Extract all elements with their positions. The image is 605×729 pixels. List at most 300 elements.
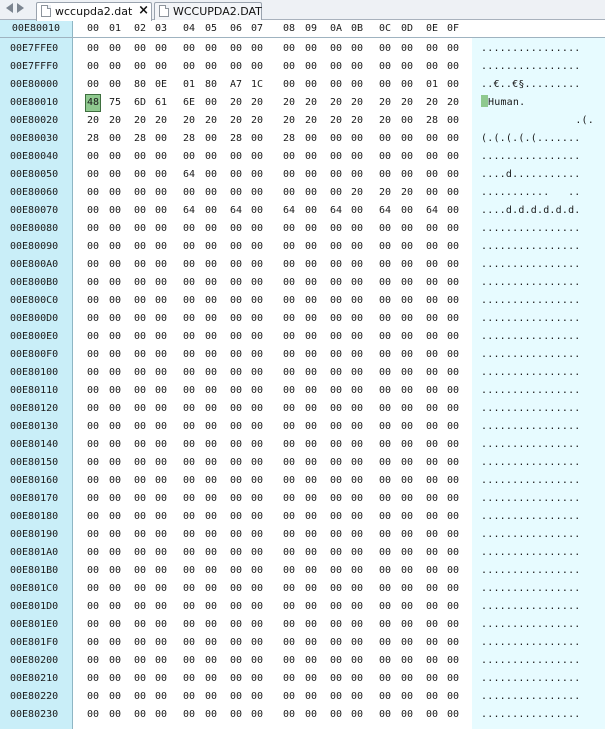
hex-byte[interactable]: 00 xyxy=(305,331,318,342)
hex-byte[interactable]: 00 xyxy=(155,673,168,684)
hex-byte[interactable]: 00 xyxy=(330,277,343,288)
hex-byte[interactable]: 00 xyxy=(305,187,318,198)
hex-byte[interactable]: 00 xyxy=(134,205,147,216)
hex-byte[interactable]: 1C xyxy=(251,79,264,90)
hex-byte[interactable]: 00 xyxy=(447,385,460,396)
hex-byte[interactable]: 00 xyxy=(305,709,318,720)
hex-byte[interactable]: 00 xyxy=(330,565,343,576)
hex-byte[interactable]: 00 xyxy=(230,421,243,432)
hex-byte[interactable]: 00 xyxy=(447,511,460,522)
hex-byte[interactable]: 00 xyxy=(109,565,122,576)
hex-byte[interactable]: 00 xyxy=(205,403,218,414)
hex-byte[interactable]: 00 xyxy=(447,547,460,558)
text-row[interactable]: ................ xyxy=(481,331,581,342)
hex-byte[interactable]: 00 xyxy=(330,349,343,360)
hex-byte[interactable]: 00 xyxy=(426,61,439,72)
text-row[interactable]: ................ xyxy=(481,601,581,612)
hex-byte[interactable]: 00 xyxy=(330,385,343,396)
hex-byte[interactable]: 00 xyxy=(426,619,439,630)
hex-byte[interactable]: 00 xyxy=(205,709,218,720)
hex-byte[interactable]: 00 xyxy=(351,655,364,666)
hex-byte[interactable]: 00 xyxy=(426,133,439,144)
text-row[interactable]: ................ xyxy=(481,313,581,324)
hex-byte[interactable]: 00 xyxy=(230,439,243,450)
hex-byte[interactable]: 00 xyxy=(109,511,122,522)
hex-byte[interactable]: 00 xyxy=(109,547,122,558)
text-row[interactable]: ................ xyxy=(481,493,581,504)
hex-byte[interactable]: 00 xyxy=(205,619,218,630)
hex-byte[interactable]: 00 xyxy=(87,43,100,54)
hex-byte[interactable]: 00 xyxy=(183,385,196,396)
hex-byte[interactable]: 00 xyxy=(330,601,343,612)
hex-byte[interactable]: 00 xyxy=(205,673,218,684)
hex-byte[interactable]: 00 xyxy=(109,637,122,648)
hex-byte[interactable]: 00 xyxy=(205,133,218,144)
hex-byte[interactable]: 00 xyxy=(426,349,439,360)
hex-byte[interactable]: 20 xyxy=(205,115,218,126)
hex-byte[interactable]: 00 xyxy=(183,421,196,432)
hex-byte[interactable]: 00 xyxy=(283,61,296,72)
hex-byte[interactable]: 00 xyxy=(205,331,218,342)
hex-byte[interactable]: 00 xyxy=(230,565,243,576)
hex-byte[interactable]: 00 xyxy=(183,277,196,288)
hex-byte[interactable]: 00 xyxy=(305,313,318,324)
hex-byte[interactable]: 00 xyxy=(305,637,318,648)
hex-byte[interactable]: 00 xyxy=(401,547,414,558)
hex-byte[interactable]: 00 xyxy=(251,655,264,666)
hex-byte[interactable]: 00 xyxy=(447,241,460,252)
hex-byte[interactable]: 00 xyxy=(183,619,196,630)
hex-byte[interactable]: 00 xyxy=(134,385,147,396)
hex-byte[interactable]: 20 xyxy=(447,97,460,108)
hex-byte[interactable]: 00 xyxy=(109,133,122,144)
hex-byte[interactable]: 00 xyxy=(379,61,392,72)
hex-byte[interactable]: 00 xyxy=(109,43,122,54)
hex-byte[interactable]: 00 xyxy=(134,331,147,342)
text-row[interactable]: ................ xyxy=(481,295,581,306)
hex-byte[interactable]: 00 xyxy=(305,493,318,504)
hex-byte[interactable]: 00 xyxy=(155,385,168,396)
hex-byte[interactable]: 00 xyxy=(330,637,343,648)
hex-byte[interactable]: 00 xyxy=(401,511,414,522)
hex-byte[interactable]: 00 xyxy=(134,169,147,180)
hex-byte[interactable]: 00 xyxy=(134,655,147,666)
hex-byte[interactable]: 00 xyxy=(230,349,243,360)
hex-byte[interactable]: 00 xyxy=(401,331,414,342)
hex-byte[interactable]: 00 xyxy=(401,313,414,324)
hex-byte[interactable]: 00 xyxy=(205,205,218,216)
hex-byte[interactable]: 00 xyxy=(230,475,243,486)
hex-byte[interactable]: 20 xyxy=(401,97,414,108)
hex-byte[interactable]: 01 xyxy=(183,79,196,90)
hex-byte[interactable]: 00 xyxy=(230,43,243,54)
hex-byte[interactable]: 00 xyxy=(305,277,318,288)
hex-byte[interactable]: 00 xyxy=(447,259,460,270)
hex-byte[interactable]: 20 xyxy=(230,115,243,126)
text-row[interactable]: ................ xyxy=(481,61,581,72)
hex-byte[interactable]: 00 xyxy=(155,709,168,720)
hex-byte[interactable]: 00 xyxy=(251,439,264,450)
hex-byte[interactable]: 00 xyxy=(305,565,318,576)
hex-byte[interactable]: 00 xyxy=(401,259,414,270)
hex-byte[interactable]: 20 xyxy=(134,115,147,126)
hex-byte[interactable]: 28 xyxy=(230,133,243,144)
text-row[interactable]: ................ xyxy=(481,547,581,558)
hex-byte[interactable]: 00 xyxy=(283,385,296,396)
hex-byte[interactable]: 00 xyxy=(251,709,264,720)
hex-byte[interactable]: 00 xyxy=(205,223,218,234)
hex-byte[interactable]: 00 xyxy=(379,601,392,612)
hex-byte[interactable]: 00 xyxy=(134,547,147,558)
hex-byte[interactable]: 00 xyxy=(251,511,264,522)
hex-byte[interactable]: 00 xyxy=(205,277,218,288)
hex-byte[interactable]: 00 xyxy=(305,475,318,486)
hex-byte[interactable]: 28 xyxy=(283,133,296,144)
hex-byte[interactable]: 00 xyxy=(87,475,100,486)
hex-byte[interactable]: 00 xyxy=(87,313,100,324)
hex-byte[interactable]: 00 xyxy=(351,511,364,522)
hex-byte[interactable]: 00 xyxy=(447,169,460,180)
hex-byte[interactable]: 00 xyxy=(230,241,243,252)
hex-byte[interactable]: 00 xyxy=(251,313,264,324)
hex-byte[interactable]: 00 xyxy=(426,691,439,702)
hex-byte[interactable]: 00 xyxy=(351,709,364,720)
hex-byte[interactable]: 00 xyxy=(155,205,168,216)
hex-byte[interactable]: 00 xyxy=(447,187,460,198)
hex-byte[interactable]: 00 xyxy=(183,439,196,450)
hex-byte[interactable]: 20 xyxy=(426,97,439,108)
hex-byte[interactable]: 00 xyxy=(426,709,439,720)
hex-byte[interactable]: 00 xyxy=(109,259,122,270)
hex-byte[interactable]: 00 xyxy=(87,241,100,252)
hex-byte[interactable]: 00 xyxy=(379,367,392,378)
hex-byte[interactable]: 00 xyxy=(330,241,343,252)
hex-byte[interactable]: 00 xyxy=(205,187,218,198)
hex-byte[interactable]: 00 xyxy=(230,547,243,558)
hex-byte[interactable]: 00 xyxy=(283,295,296,306)
hex-byte[interactable]: 00 xyxy=(330,439,343,450)
hex-byte[interactable]: 00 xyxy=(155,169,168,180)
hex-byte[interactable]: 00 xyxy=(401,277,414,288)
hex-byte[interactable]: 80 xyxy=(205,79,218,90)
hex-byte[interactable]: 00 xyxy=(305,529,318,540)
hex-byte[interactable]: 00 xyxy=(155,151,168,162)
hex-byte[interactable]: 20 xyxy=(283,97,296,108)
hex-byte[interactable]: 20 xyxy=(230,97,243,108)
hex-byte[interactable]: 00 xyxy=(109,313,122,324)
hex-byte[interactable]: 00 xyxy=(251,133,264,144)
hex-byte[interactable]: 00 xyxy=(183,331,196,342)
hex-byte[interactable]: 00 xyxy=(183,529,196,540)
hex-byte[interactable]: 00 xyxy=(155,439,168,450)
hex-byte[interactable]: 00 xyxy=(401,439,414,450)
text-row[interactable]: ................ xyxy=(481,43,581,54)
hex-byte[interactable]: 00 xyxy=(305,205,318,216)
hex-byte[interactable]: 00 xyxy=(183,673,196,684)
hex-byte[interactable]: 00 xyxy=(305,457,318,468)
hex-byte[interactable]: 00 xyxy=(183,457,196,468)
hex-byte[interactable]: 00 xyxy=(379,169,392,180)
hex-byte[interactable]: 20 xyxy=(401,187,414,198)
hex-byte[interactable]: 00 xyxy=(401,151,414,162)
hex-byte[interactable]: 00 xyxy=(109,493,122,504)
text-row[interactable]: ................ xyxy=(481,583,581,594)
hex-byte[interactable]: 00 xyxy=(305,43,318,54)
hex-byte[interactable]: 00 xyxy=(283,457,296,468)
hex-byte[interactable]: 00 xyxy=(230,61,243,72)
hex-byte[interactable]: 00 xyxy=(283,691,296,702)
hex-byte[interactable]: 00 xyxy=(283,475,296,486)
hex-byte[interactable]: 00 xyxy=(351,403,364,414)
hex-byte[interactable]: 00 xyxy=(401,205,414,216)
hex-byte[interactable]: 00 xyxy=(134,673,147,684)
hex-byte[interactable]: 00 xyxy=(109,187,122,198)
text-row[interactable]: ................ xyxy=(481,403,581,414)
hex-byte[interactable]: 00 xyxy=(401,169,414,180)
hex-byte[interactable]: 20 xyxy=(251,97,264,108)
hex-byte[interactable]: 00 xyxy=(230,223,243,234)
hex-byte[interactable]: 00 xyxy=(155,547,168,558)
hex-byte[interactable]: 00 xyxy=(183,583,196,594)
hex-byte[interactable]: 00 xyxy=(109,457,122,468)
hex-byte[interactable]: 00 xyxy=(283,169,296,180)
hex-byte[interactable]: 48 xyxy=(85,94,101,112)
hex-byte[interactable]: 00 xyxy=(330,43,343,54)
hex-byte[interactable]: 00 xyxy=(330,367,343,378)
hex-byte[interactable]: 00 xyxy=(330,511,343,522)
hex-byte[interactable]: 00 xyxy=(447,43,460,54)
hex-byte[interactable]: 00 xyxy=(379,583,392,594)
hex-byte[interactable]: 00 xyxy=(426,565,439,576)
hex-byte[interactable]: 00 xyxy=(305,367,318,378)
hex-byte[interactable]: 00 xyxy=(230,385,243,396)
hex-byte[interactable]: 00 xyxy=(447,61,460,72)
hex-byte[interactable]: 00 xyxy=(379,295,392,306)
hex-byte[interactable]: 00 xyxy=(447,133,460,144)
hex-byte[interactable]: 00 xyxy=(426,475,439,486)
hex-byte[interactable]: 00 xyxy=(87,691,100,702)
hex-byte[interactable]: 00 xyxy=(426,367,439,378)
hex-byte[interactable]: 00 xyxy=(305,601,318,612)
hex-byte[interactable]: 00 xyxy=(109,169,122,180)
hex-byte[interactable]: 00 xyxy=(134,313,147,324)
hex-byte[interactable]: 00 xyxy=(401,79,414,90)
hex-byte[interactable]: 00 xyxy=(205,529,218,540)
hex-byte[interactable]: 00 xyxy=(155,637,168,648)
hex-byte[interactable]: 00 xyxy=(447,367,460,378)
hex-byte[interactable]: 00 xyxy=(155,493,168,504)
hex-byte[interactable]: 00 xyxy=(87,529,100,540)
hex-byte[interactable]: 00 xyxy=(87,295,100,306)
hex-byte[interactable]: 00 xyxy=(283,547,296,558)
text-row[interactable]: ................ xyxy=(481,259,581,270)
hex-byte[interactable]: 00 xyxy=(205,493,218,504)
hex-byte[interactable]: 00 xyxy=(183,565,196,576)
hex-byte[interactable]: 00 xyxy=(283,421,296,432)
hex-byte[interactable]: 00 xyxy=(87,619,100,630)
hex-byte[interactable]: 00 xyxy=(351,691,364,702)
hex-byte[interactable]: 00 xyxy=(87,169,100,180)
hex-byte[interactable]: 00 xyxy=(283,403,296,414)
hex-byte[interactable]: 00 xyxy=(379,79,392,90)
hex-byte[interactable]: 00 xyxy=(230,151,243,162)
hex-byte[interactable]: 00 xyxy=(401,493,414,504)
hex-byte[interactable]: 00 xyxy=(109,223,122,234)
hex-byte[interactable]: 00 xyxy=(401,349,414,360)
hex-byte[interactable]: 00 xyxy=(305,619,318,630)
hex-byte[interactable]: 00 xyxy=(330,151,343,162)
hex-byte[interactable]: 00 xyxy=(87,151,100,162)
hex-byte[interactable]: 00 xyxy=(330,259,343,270)
hex-byte[interactable]: 00 xyxy=(134,295,147,306)
hex-byte[interactable]: 00 xyxy=(426,313,439,324)
text-row[interactable]: (.(.(.(.(....... xyxy=(481,133,581,144)
hex-byte[interactable]: 00 xyxy=(205,385,218,396)
hex-byte[interactable]: 00 xyxy=(251,331,264,342)
hex-byte[interactable]: 00 xyxy=(283,331,296,342)
hex-byte[interactable]: 00 xyxy=(183,241,196,252)
hex-byte[interactable]: 00 xyxy=(134,241,147,252)
hex-byte[interactable]: 00 xyxy=(205,313,218,324)
hex-byte[interactable]: 6E xyxy=(183,97,196,108)
hex-byte[interactable]: 00 xyxy=(230,457,243,468)
hex-byte[interactable]: 00 xyxy=(426,421,439,432)
text-row[interactable]: ................ xyxy=(481,691,581,702)
hex-byte[interactable]: 00 xyxy=(330,187,343,198)
hex-byte[interactable]: 00 xyxy=(109,205,122,216)
hex-byte[interactable]: 00 xyxy=(87,565,100,576)
hex-byte[interactable]: 00 xyxy=(109,385,122,396)
hex-byte[interactable]: 00 xyxy=(251,367,264,378)
hex-byte[interactable]: 00 xyxy=(330,169,343,180)
text-row[interactable]: ................ xyxy=(481,385,581,396)
hex-byte[interactable]: 00 xyxy=(426,277,439,288)
hex-byte[interactable]: 00 xyxy=(379,241,392,252)
hex-byte[interactable]: 00 xyxy=(87,259,100,270)
hex-byte[interactable]: 00 xyxy=(447,115,460,126)
hex-byte[interactable]: 00 xyxy=(230,511,243,522)
hex-byte[interactable]: 00 xyxy=(155,295,168,306)
hex-byte[interactable]: 00 xyxy=(183,655,196,666)
hex-byte[interactable]: 00 xyxy=(379,43,392,54)
text-row[interactable]: ....d.d.d.d.d.d. xyxy=(481,205,581,216)
hex-byte[interactable]: 00 xyxy=(351,529,364,540)
tab-wccupda2-dat-upper[interactable] xyxy=(154,2,262,20)
hex-byte[interactable]: 64 xyxy=(230,205,243,216)
hex-byte[interactable]: A7 xyxy=(230,79,243,90)
hex-byte[interactable]: 00 xyxy=(305,655,318,666)
hex-byte[interactable]: 00 xyxy=(330,331,343,342)
text-column[interactable] xyxy=(472,38,605,729)
hex-byte[interactable]: 00 xyxy=(87,493,100,504)
text-row[interactable]: ................ xyxy=(481,457,581,468)
hex-byte[interactable]: 00 xyxy=(447,151,460,162)
hex-byte[interactable]: 00 xyxy=(379,565,392,576)
hex-byte[interactable]: 00 xyxy=(447,619,460,630)
hex-byte[interactable]: 00 xyxy=(251,475,264,486)
hex-byte[interactable]: 00 xyxy=(87,655,100,666)
hex-byte[interactable]: 00 xyxy=(183,43,196,54)
hex-byte[interactable]: 00 xyxy=(426,601,439,612)
hex-byte[interactable]: 00 xyxy=(426,187,439,198)
hex-byte[interactable]: 00 xyxy=(251,169,264,180)
hex-byte[interactable]: 00 xyxy=(87,277,100,288)
hex-byte[interactable]: 00 xyxy=(351,295,364,306)
hex-byte[interactable]: 00 xyxy=(109,349,122,360)
hex-byte[interactable]: 00 xyxy=(330,583,343,594)
hex-byte[interactable]: 00 xyxy=(134,277,147,288)
hex-byte[interactable]: 00 xyxy=(330,313,343,324)
hex-byte[interactable]: 00 xyxy=(305,439,318,450)
hex-byte[interactable]: 00 xyxy=(351,61,364,72)
hex-byte[interactable]: 00 xyxy=(401,61,414,72)
hex-byte[interactable]: 00 xyxy=(251,205,264,216)
hex-byte[interactable]: 00 xyxy=(401,115,414,126)
hex-byte[interactable]: 00 xyxy=(183,601,196,612)
hex-byte[interactable]: 00 xyxy=(134,367,147,378)
hex-byte[interactable]: 00 xyxy=(447,295,460,306)
hex-byte[interactable]: 00 xyxy=(183,511,196,522)
hex-byte[interactable]: 00 xyxy=(351,619,364,630)
hex-byte[interactable]: 00 xyxy=(447,529,460,540)
hex-byte[interactable]: 20 xyxy=(379,115,392,126)
hex-byte[interactable]: 00 xyxy=(447,457,460,468)
hex-byte[interactable]: 00 xyxy=(426,43,439,54)
text-row[interactable]: ................ xyxy=(481,637,581,648)
hex-byte[interactable]: 00 xyxy=(283,637,296,648)
hex-byte[interactable]: 00 xyxy=(351,367,364,378)
hex-byte[interactable]: 01 xyxy=(426,79,439,90)
hex-byte[interactable]: 00 xyxy=(205,151,218,162)
hex-byte[interactable]: 00 xyxy=(447,205,460,216)
hex-byte[interactable]: 75 xyxy=(109,97,122,108)
hex-byte[interactable]: 00 xyxy=(205,349,218,360)
hex-byte[interactable]: 00 xyxy=(251,637,264,648)
hex-byte[interactable]: 00 xyxy=(230,259,243,270)
hex-byte[interactable]: 00 xyxy=(351,133,364,144)
hex-byte[interactable]: 00 xyxy=(447,601,460,612)
hex-byte[interactable]: 00 xyxy=(230,637,243,648)
hex-byte[interactable]: 00 xyxy=(283,79,296,90)
hex-byte[interactable]: 00 xyxy=(351,637,364,648)
hex-byte[interactable]: 00 xyxy=(330,529,343,540)
hex-byte[interactable]: 00 xyxy=(205,565,218,576)
hex-byte[interactable]: 64 xyxy=(183,205,196,216)
hex-byte[interactable]: 00 xyxy=(134,529,147,540)
text-row[interactable]: ....d........... xyxy=(481,169,581,180)
hex-byte[interactable]: 00 xyxy=(183,295,196,306)
hex-byte[interactable]: 00 xyxy=(251,241,264,252)
hex-byte[interactable]: 00 xyxy=(109,79,122,90)
hex-byte[interactable]: 00 xyxy=(205,241,218,252)
hex-byte[interactable]: 00 xyxy=(230,295,243,306)
hex-byte[interactable]: 00 xyxy=(205,43,218,54)
hex-byte[interactable]: 00 xyxy=(401,475,414,486)
hex-byte[interactable]: 00 xyxy=(183,313,196,324)
hex-byte[interactable]: 64 xyxy=(283,205,296,216)
hex-byte[interactable]: 0E xyxy=(155,79,168,90)
hex-byte[interactable]: 00 xyxy=(305,547,318,558)
hex-byte[interactable]: 00 xyxy=(109,367,122,378)
hex-byte[interactable]: 00 xyxy=(230,583,243,594)
hex-byte[interactable]: 20 xyxy=(283,115,296,126)
hex-byte[interactable]: 00 xyxy=(205,439,218,450)
hex-byte[interactable]: 00 xyxy=(283,313,296,324)
hex-byte[interactable]: 00 xyxy=(283,583,296,594)
hex-byte[interactable]: 00 xyxy=(305,151,318,162)
hex-byte[interactable]: 00 xyxy=(230,367,243,378)
hex-byte[interactable]: 00 xyxy=(230,277,243,288)
